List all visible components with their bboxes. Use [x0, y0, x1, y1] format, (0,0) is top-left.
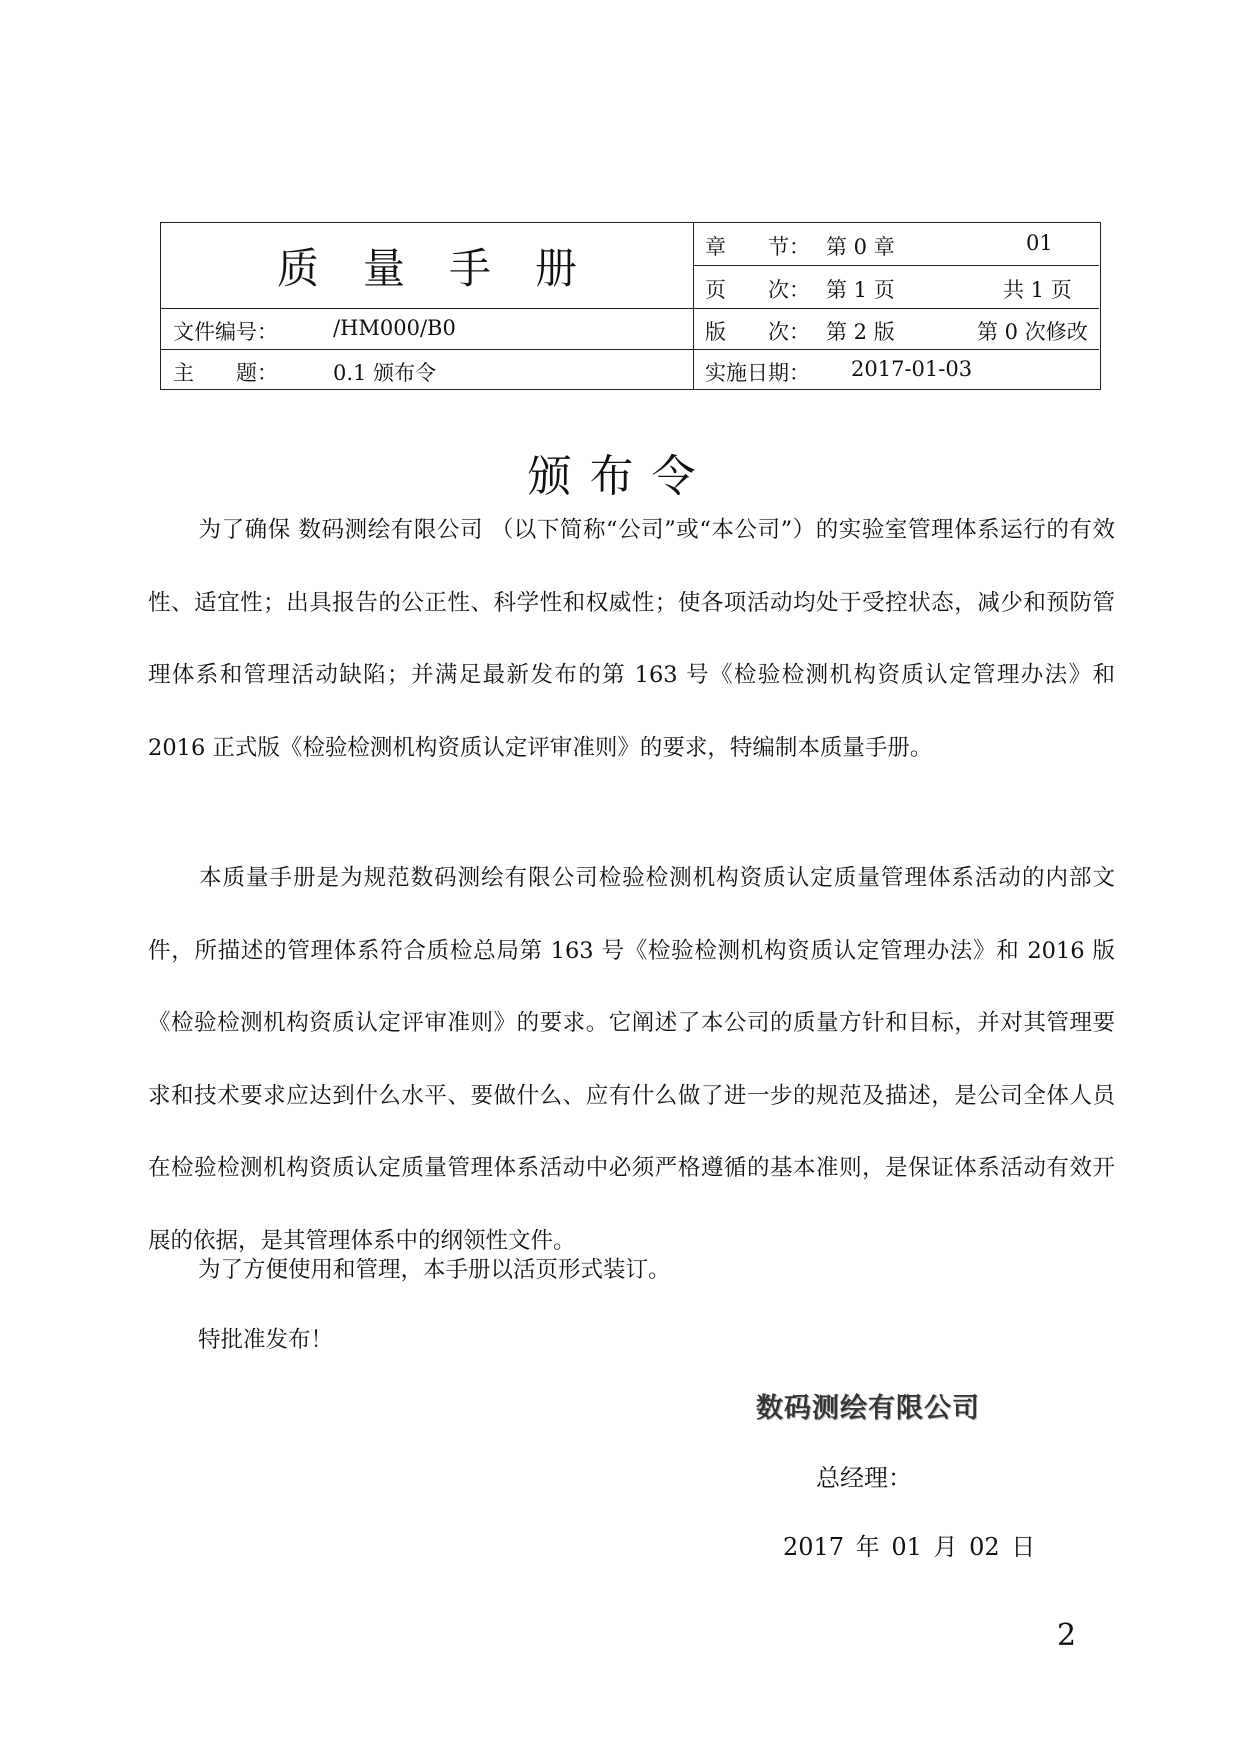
- document-header-table: [160, 222, 1101, 390]
- edition-value: 第 2 版: [826, 320, 895, 344]
- manager-label: 总经理：: [816, 1464, 912, 1492]
- paragraph-4: [148, 1304, 1115, 1377]
- chapter-value: 第 0 章: [826, 235, 895, 259]
- table-divider: [693, 223, 694, 389]
- table-divider: [161, 308, 1099, 309]
- signature-date: 2017 年 01 月 02 日: [783, 1533, 1036, 1561]
- manual-title: 质量手册: [276, 243, 621, 293]
- paragraph-3: [148, 1234, 1115, 1307]
- document-title: 颁布令: [527, 451, 714, 502]
- paragraph-1: [148, 494, 1115, 784]
- edition-label: 版 次：: [705, 320, 810, 344]
- page-total: 共 1 页: [1003, 278, 1072, 302]
- company-seal-name: 数码测绘有限公司: [756, 1393, 980, 1424]
- page-label: 页 次：: [705, 278, 810, 302]
- paragraph-2: [148, 842, 1115, 1277]
- effective-date-value: 2017-01-03: [851, 357, 973, 381]
- doc-no-label: 文件编号：: [173, 320, 278, 344]
- subject-value: 0.1 颁布令: [333, 361, 437, 385]
- subject-label: 主 题：: [173, 361, 278, 385]
- table-divider: [693, 265, 1099, 266]
- effective-date-label: 实施日期：: [705, 361, 810, 385]
- doc-no-value: /HM000/B0: [333, 316, 456, 340]
- paragraph-1-text: 为了确保 数码测绘有限公司 （以下简称“公司”或“本公司”）的实验室管理体系运行的有效性、适宜性；出具报告的公正性、科学性和权威性；使各项活动均处于受控状态，减少和预防管理体系和管理活动缺陷；并满足最新发布的第 163 号《检验检测机构资质认定管理办法》和 2016 正式版《检验检测机构资质认定评审准则》的要求，特编制本质量手册。: [148, 517, 1115, 761]
- paragraph-2-text: 本质量手册是为规范数码测绘有限公司检验检测机构资质认定质量管理体系活动的内部文件，所描述的管理体系符合质检总局第 163 号《检验检测机构资质认定管理办法》和 2016 版《检验检测机构资质认定评审准则》的要求。它阐述了本公司的质量方针和目标，并对其管理要求和技术要求应达到什么水平、要做什么、应有什么做了进一步的规范及描述，是公司全体人员在检验检测机构资质认定质量管理体系活动中必须严格遵循的基本准则，是保证体系活动有效开展的依据，是其管理体系中的纲领性文件。: [148, 865, 1115, 1254]
- chapter-code: 01: [1026, 231, 1053, 255]
- chapter-label: 章 节：: [705, 235, 810, 259]
- table-divider: [161, 349, 1099, 350]
- paragraph-3-text: 为了方便使用和管理，本手册以活页形式装订。: [198, 1257, 671, 1283]
- page-number: 2: [1057, 1618, 1077, 1653]
- paragraph-4-text: 特批准发布！: [198, 1327, 334, 1353]
- revision-value: 第 0 次修改: [977, 320, 1088, 344]
- page-value: 第 1 页: [826, 278, 895, 302]
